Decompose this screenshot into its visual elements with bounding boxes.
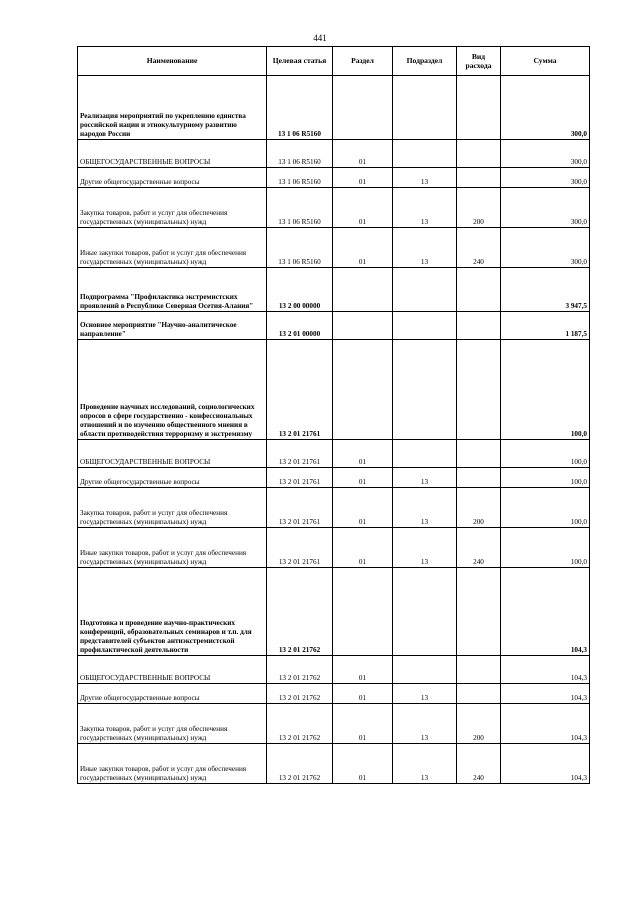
cell-summa: 300,0 bbox=[501, 76, 590, 140]
page-number: 441 bbox=[313, 33, 327, 43]
cell-podrazdel bbox=[393, 340, 457, 440]
cell-code: 13 2 01 21762 bbox=[267, 656, 333, 684]
table-row bbox=[78, 188, 590, 228]
cell-vid: 200 bbox=[457, 188, 501, 228]
table-row bbox=[78, 468, 590, 488]
cell-summa: 104,3 bbox=[501, 684, 590, 704]
cell-code: 13 2 01 00000 bbox=[267, 312, 333, 340]
cell-vid bbox=[457, 440, 501, 468]
cell-summa: 104,3 bbox=[501, 744, 590, 784]
cell-razdel bbox=[333, 568, 393, 656]
cell-name: Проведение научных исследований, социологических опросов в сфере государственно - конфессиональных отношений и по изучению общественного мнения в области противодействия терроризму и экстремизму bbox=[78, 340, 267, 440]
cell-name: Закупка товаров, работ и услуг для обеспечения государственных (муниципальных) нужд bbox=[78, 188, 267, 228]
table-row bbox=[78, 684, 590, 704]
cell-code: 13 2 01 21761 bbox=[267, 488, 333, 528]
cell-summa: 104,3 bbox=[501, 656, 590, 684]
cell-podrazdel bbox=[393, 268, 457, 312]
cell-summa: 1 187,5 bbox=[501, 312, 590, 340]
table-row bbox=[78, 168, 590, 188]
table-row bbox=[78, 76, 590, 140]
cell-summa: 300,0 bbox=[501, 228, 590, 268]
cell-podrazdel bbox=[393, 440, 457, 468]
cell-code: 13 2 01 21761 bbox=[267, 528, 333, 568]
cell-razdel: 01 bbox=[333, 188, 393, 228]
cell-vid bbox=[457, 340, 501, 440]
cell-razdel: 01 bbox=[333, 168, 393, 188]
header-name: Наименование bbox=[78, 47, 267, 76]
cell-vid bbox=[457, 312, 501, 340]
cell-code: 13 2 01 21761 bbox=[267, 440, 333, 468]
cell-summa: 100,0 bbox=[501, 468, 590, 488]
cell-code: 13 2 01 21762 bbox=[267, 684, 333, 704]
table-header-row bbox=[78, 47, 590, 76]
cell-vid: 240 bbox=[457, 528, 501, 568]
cell-vid: 200 bbox=[457, 704, 501, 744]
cell-name: Другие общегосударственные вопросы bbox=[78, 168, 267, 188]
cell-code: 13 1 06 R5160 bbox=[267, 168, 333, 188]
cell-razdel bbox=[333, 268, 393, 312]
header-razdel: Раздел bbox=[333, 47, 393, 76]
cell-name: Иные закупки товаров, работ и услуг для обеспечения государственных (муниципальных) нужд bbox=[78, 228, 267, 268]
cell-razdel: 01 bbox=[333, 704, 393, 744]
header-summa: Сумма bbox=[501, 47, 590, 76]
cell-summa: 100,0 bbox=[501, 528, 590, 568]
cell-vid: 240 bbox=[457, 228, 501, 268]
cell-podrazdel bbox=[393, 140, 457, 168]
cell-podrazdel: 13 bbox=[393, 228, 457, 268]
cell-podrazdel: 13 bbox=[393, 468, 457, 488]
header-podrazdel: Подраздел bbox=[393, 47, 457, 76]
budget-table bbox=[77, 46, 590, 784]
cell-summa: 300,0 bbox=[501, 140, 590, 168]
cell-podrazdel bbox=[393, 312, 457, 340]
cell-code: 13 1 06 R5160 bbox=[267, 228, 333, 268]
cell-summa: 100,0 bbox=[501, 440, 590, 468]
cell-razdel bbox=[333, 312, 393, 340]
cell-code: 13 2 01 21761 bbox=[267, 468, 333, 488]
cell-vid bbox=[457, 168, 501, 188]
cell-code: 13 2 01 21762 bbox=[267, 704, 333, 744]
cell-razdel bbox=[333, 76, 393, 140]
cell-name: Подготовка и проведение научно-практических конференций, образовательных семинаров и т.п. для представителей субъектов антиэкстремистской профилактической деятельности bbox=[78, 568, 267, 656]
table-row bbox=[78, 340, 590, 440]
cell-razdel: 01 bbox=[333, 488, 393, 528]
cell-vid bbox=[457, 656, 501, 684]
cell-code: 13 1 06 R5160 bbox=[267, 140, 333, 168]
cell-code: 13 1 06 R5160 bbox=[267, 188, 333, 228]
cell-podrazdel bbox=[393, 76, 457, 140]
cell-podrazdel: 13 bbox=[393, 528, 457, 568]
cell-podrazdel: 13 bbox=[393, 684, 457, 704]
cell-podrazdel: 13 bbox=[393, 488, 457, 528]
table-row bbox=[78, 228, 590, 268]
cell-summa: 300,0 bbox=[501, 188, 590, 228]
cell-code: 13 2 01 21761 bbox=[267, 340, 333, 440]
cell-name: Закупка товаров, работ и услуг для обеспечения государственных (муниципальных) нужд bbox=[78, 488, 267, 528]
cell-name: Другие общегосударственные вопросы bbox=[78, 468, 267, 488]
cell-vid bbox=[457, 140, 501, 168]
table-row bbox=[78, 488, 590, 528]
table-row bbox=[78, 744, 590, 784]
cell-summa: 104,3 bbox=[501, 568, 590, 656]
cell-name: Реализация мероприятий по укреплению единства российской нации и этнокультурному развитию народов России bbox=[78, 76, 267, 140]
cell-name: Иные закупки товаров, работ и услуг для обеспечения государственных (муниципальных) нужд bbox=[78, 528, 267, 568]
header-code: Целевая статья bbox=[267, 47, 333, 76]
cell-podrazdel: 13 bbox=[393, 188, 457, 228]
cell-razdel: 01 bbox=[333, 468, 393, 488]
table-row bbox=[78, 312, 590, 340]
cell-name: Закупка товаров, работ и услуг для обеспечения государственных (муниципальных) нужд bbox=[78, 704, 267, 744]
table-row bbox=[78, 440, 590, 468]
cell-razdel: 01 bbox=[333, 744, 393, 784]
cell-razdel: 01 bbox=[333, 140, 393, 168]
header-vid: Вид расхода bbox=[457, 47, 501, 76]
cell-summa: 100,0 bbox=[501, 340, 590, 440]
cell-podrazdel: 13 bbox=[393, 744, 457, 784]
cell-name: Иные закупки товаров, работ и услуг для обеспечения государственных (муниципальных) нужд bbox=[78, 744, 267, 784]
table-row bbox=[78, 528, 590, 568]
table-row bbox=[78, 656, 590, 684]
cell-name: ОБЩЕГОСУДАРСТВЕННЫЕ ВОПРОСЫ bbox=[78, 440, 267, 468]
cell-summa: 300,0 bbox=[501, 168, 590, 188]
cell-code: 13 2 01 21762 bbox=[267, 744, 333, 784]
cell-razdel: 01 bbox=[333, 440, 393, 468]
cell-vid bbox=[457, 468, 501, 488]
cell-vid bbox=[457, 684, 501, 704]
cell-razdel: 01 bbox=[333, 528, 393, 568]
cell-razdel bbox=[333, 340, 393, 440]
cell-code: 13 1 06 R5160 bbox=[267, 76, 333, 140]
cell-vid bbox=[457, 76, 501, 140]
cell-vid bbox=[457, 568, 501, 656]
cell-name: Другие общегосударственные вопросы bbox=[78, 684, 267, 704]
cell-razdel: 01 bbox=[333, 656, 393, 684]
cell-name: Основное мероприятие "Научно-аналитическое направление" bbox=[78, 312, 267, 340]
cell-code: 13 2 01 21762 bbox=[267, 568, 333, 656]
cell-podrazdel bbox=[393, 656, 457, 684]
cell-name: ОБЩЕГОСУДАРСТВЕННЫЕ ВОПРОСЫ bbox=[78, 656, 267, 684]
table-row bbox=[78, 268, 590, 312]
cell-vid bbox=[457, 268, 501, 312]
cell-summa: 104,3 bbox=[501, 704, 590, 744]
cell-name: Подпрограмма "Профилактика экстремистских проявлений в Республике Северная Осетия-Алания" bbox=[78, 268, 267, 312]
cell-vid: 240 bbox=[457, 744, 501, 784]
table-row bbox=[78, 704, 590, 744]
table-row bbox=[78, 140, 590, 168]
table-row bbox=[78, 568, 590, 656]
cell-summa: 100,0 bbox=[501, 488, 590, 528]
cell-podrazdel: 13 bbox=[393, 168, 457, 188]
cell-vid: 200 bbox=[457, 488, 501, 528]
cell-podrazdel: 13 bbox=[393, 704, 457, 744]
cell-name: ОБЩЕГОСУДАРСТВЕННЫЕ ВОПРОСЫ bbox=[78, 140, 267, 168]
cell-podrazdel bbox=[393, 568, 457, 656]
cell-razdel: 01 bbox=[333, 228, 393, 268]
cell-summa: 3 947,5 bbox=[501, 268, 590, 312]
cell-code: 13 2 00 00000 bbox=[267, 268, 333, 312]
cell-razdel: 01 bbox=[333, 684, 393, 704]
